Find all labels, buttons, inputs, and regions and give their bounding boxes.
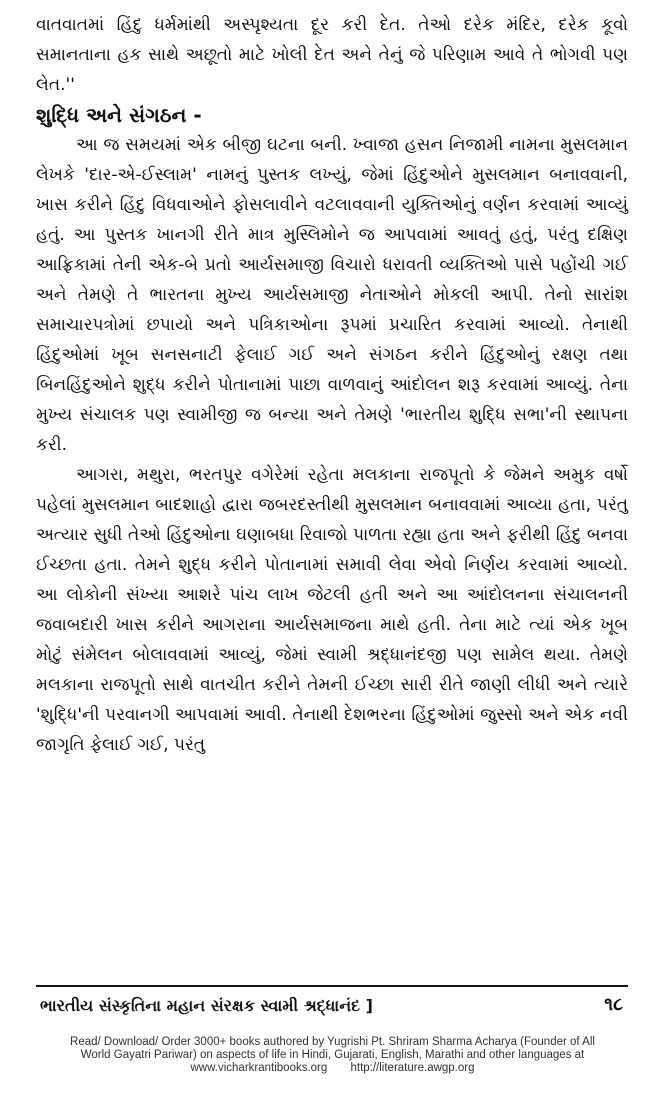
page-number: ૧૮ (604, 994, 623, 1015)
paragraph-1: આ જ સમયમાં એક બીજી ઘટના બની. ખ્વાજા હસન નિજામી નામના મુસલમાન લેખકે 'દાર-એ-ઈસ્લામ' નામનું પુસ્તક લખ્યું, જેમાં હિંદુઓને મુસલમાન બનાવવાની, ખાસ કરીને હિંદુ વિધવાઓને ફોસલાવીને વટલાવવાની યુક્તિઓનું વર્ણન કરવામાં આવ્યું હતું. આ પુસ્તક ખાનગી રીતે માત્ર મુસ્લિમોને જ આપવામાં આવતું હતું, પરંતુ દક્ષિણ આફ્રિકામાં તેની એક-બે પ્રતો આર્યસમાજી વિચારો ધરાવતી વ્યક્તિઓ પાસે પહોંચી ગઈ અને તેમણે તે ભારતના મુખ્ય આર્યસમાજી નેતાઓને મોકલી આપી. તેનો સારાંશ સમાચારપત્રોમાં છપાયો અને પત્રિકાઓના રૂપમાં પ્રચારિત કરવામાં આવ્યો. તેનાથી હિંદુઓમાં ખૂબ સનસનાટી ફેલાઈ ગઈ અને સંગઠન કરીને હિંદુઓનું રક્ષણ તથા બિનહિંદુઓને શુદ્ધ કરીને પોતાનામાં પાછા વાળવાનું આંદોલન શરૂ કરવામાં આવ્યું. તેના મુખ્ય સંચાલક પણ સ્વામીજી જ બન્યા અને તેમણે 'ભારતીય શુદ્ધિ સભા'ની સ્થાપના કરી. (36, 135, 628, 455)
credit-line-2: World Gayatri Pariwar) on aspects of life in Hindi, Gujarati, English, Marathi and other languages at (80, 1049, 585, 1061)
section-heading: શુદ્ધિ અને સંગઠન - (36, 103, 202, 127)
publisher-credit (0, 1036, 665, 1075)
paragraph-2: આગરા, મથુરા, ભરતપુર વગેરેમાં રહેતા મલકાના રાજપૂતો કે જેમને અમુક વર્ષો પહેલાં મુસલમાન બાદશાહો દ્વારા જબરદસ્તીથી મુસલમાન બનાવવામાં આવ્યા હતા, પરંતુ અત્યાર સુધી તેઓ હિંદુઓના ઘણાબધા રિવાજો પાળતા રહ્યા હતા અને ફરીથી હિંદુ બનવા ઈચ્છતા હતા. તેમને શુદ્ધ કરીને પોતાનામાં સમાવી લેવા એવો નિર્ણય કરવામાં આવ્યો. આ લોકોની સંખ્યા આશરે પાંચ લાખ જેટલી હતી અને આ આંદોલનના સંચાલનની જવાબદારી ખાસ કરીને આગરાના આર્યસમાજના માથે હતી. તેના માટે ત્યાં એક ખૂબ મોટું સંમેલન બોલાવવામાં આવ્યું, જેમાં સ્વામી શ્રદ્ધાનંદજી પણ સામેલ થયા. તેમણે મલકાના રાજપૂતો સાથે વાતચીત કરીને તેમની ઈચ્છા સારી રીતે જાણી લીધી અને ત્યારે 'શુદ્ધિ'ની પરવાનગી આપવામાં આવી. તેનાથી દેશભરના હિંદુઓમાં જુસ્સો અને એક નવી જાગૃતિ ફેલાઈ ગઈ, પરંતુ (36, 465, 628, 755)
awgp-link[interactable]: http://literature.awgp.org (350, 1062, 475, 1074)
footer-book-title: ભારતીય સંસ્કૃતિના મહાન સંરક્ષક સ્વામી શ્રદ્ધાનંદ ] (40, 996, 373, 1015)
credit-line-1: Read/ Download/ Order 3000+ books authored by Yugrishi Pt. Shriram Sharma Acharya (Founder of All (70, 1036, 595, 1048)
vicharkranti-link[interactable]: www.vicharkrantibooks.org (190, 1062, 328, 1074)
body-text (36, 10, 628, 760)
footer-divider (36, 985, 628, 987)
credit-links (0, 1062, 665, 1075)
intro-paragraph: વાતવાતમાં હિંદુ ધર્મમાંથી અસ્પૃશ્યતા દૂર કરી દેત. તેઓ દરેક મંદિર, દરેક કૂવો સમાનતાના હક સાથે અછૂતો માટે ખોલી દેત અને તેનું જે પરિણામ આવે તે ભોગવી પણ લેત.'' (36, 15, 628, 95)
